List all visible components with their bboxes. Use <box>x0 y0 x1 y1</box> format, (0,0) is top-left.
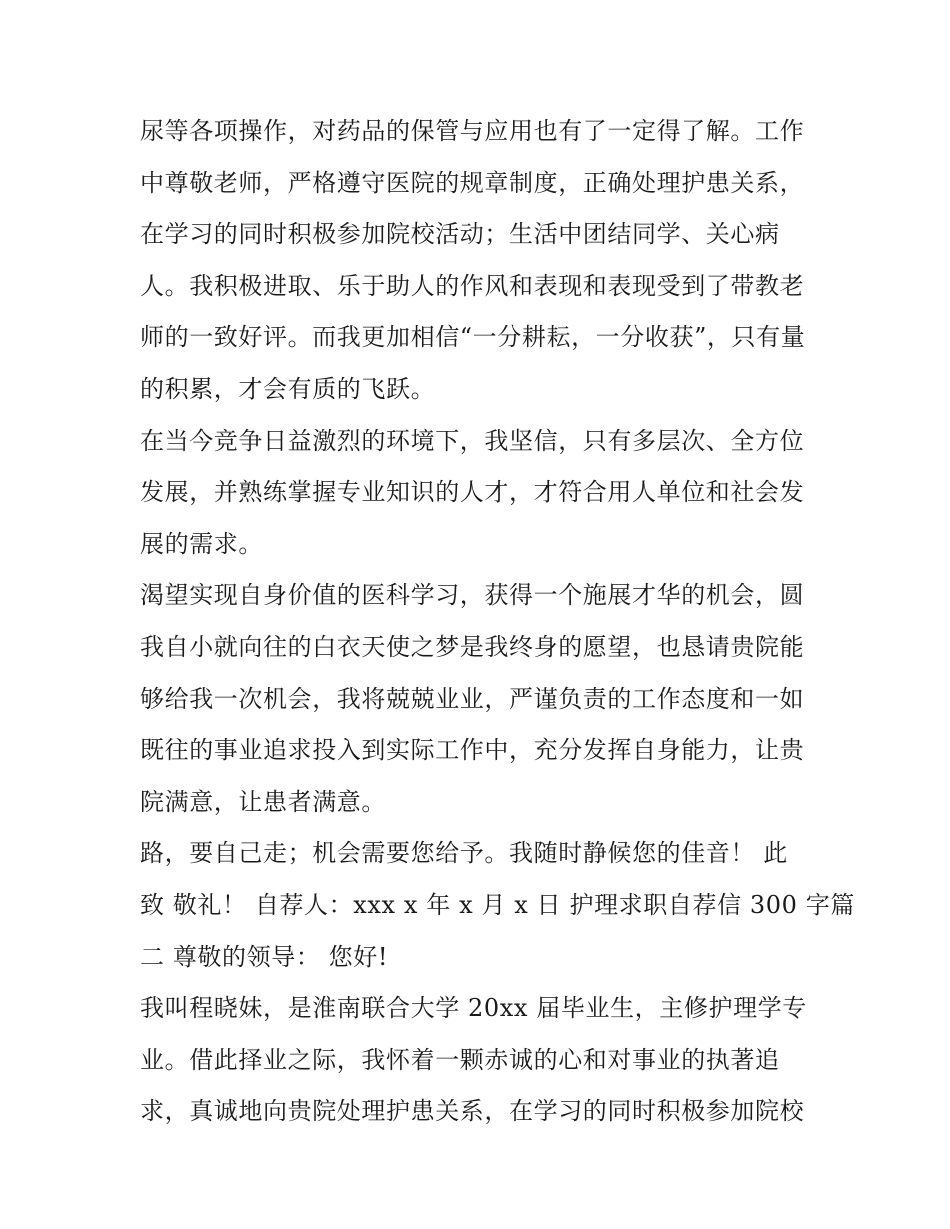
text-line: 发展，并熟练掌握专业知识的人才，才符合用人单位和社会发 <box>140 478 805 507</box>
text-line: 尿等各项操作，对药品的保管与应用也有了一定得了解。工作 <box>140 117 805 145</box>
text-line: 院满意，让患者满意。 <box>140 787 386 816</box>
text-line: 在当今竞争日益激烈的环境下，我坚信，只有多层次、全方位 <box>140 426 805 455</box>
text-line: 路，要自己走；机会需要您给予。我随时静候您的佳音！ 此 <box>140 839 788 868</box>
text-line: 既往的事业追求投入到实际工作中，充分发挥自身能力，让贵 <box>140 736 805 765</box>
text-line: 致 敬礼！ 自荐人：xxx x 年 x 月 x 日 护理求职自荐信 300 字篇 <box>140 890 855 919</box>
text-line: 够给我一次机会，我将兢兢业业，严谨负责的工作态度和一如 <box>140 684 805 713</box>
text-line: 业。借此择业之际，我怀着一颗赤诚的心和对事业的执著追 <box>140 1045 780 1074</box>
text-line: 的积累，才会有质的飞跃。 <box>140 374 436 403</box>
text-line: 我叫程晓妹，是淮南联合大学 20xx 届毕业生，主修护理学专 <box>140 994 807 1023</box>
text-line: 我自小就向往的白衣天使之梦是我终身的愿望，也恳请贵院能 <box>140 632 805 661</box>
text-line: 二 尊敬的领导： 您好! <box>140 942 389 971</box>
text-line: 展的需求。 <box>140 529 263 558</box>
document-body <box>140 106 855 1138</box>
text-line: 在学习的同时积极参加院校活动；生活中团结同学、关心病 <box>140 220 780 249</box>
text-line: 求，真诚地向贵院处理护患关系，在学习的同时积极参加院校 <box>140 1097 805 1126</box>
text-line: 师的一致好评。而我更加相信“一分耕耘，一分收获”，只有量 <box>140 323 806 352</box>
text-line: 人。我积极进取、乐于助人的作风和表现和表现受到了带教老 <box>140 271 805 300</box>
text-line: 渴望实现自身价值的医科学习，获得一个施展才华的机会，圆 <box>140 581 805 610</box>
text-line: 中尊敬老师，严格遵守医院的规章制度，正确处理护患关系， <box>140 168 805 197</box>
